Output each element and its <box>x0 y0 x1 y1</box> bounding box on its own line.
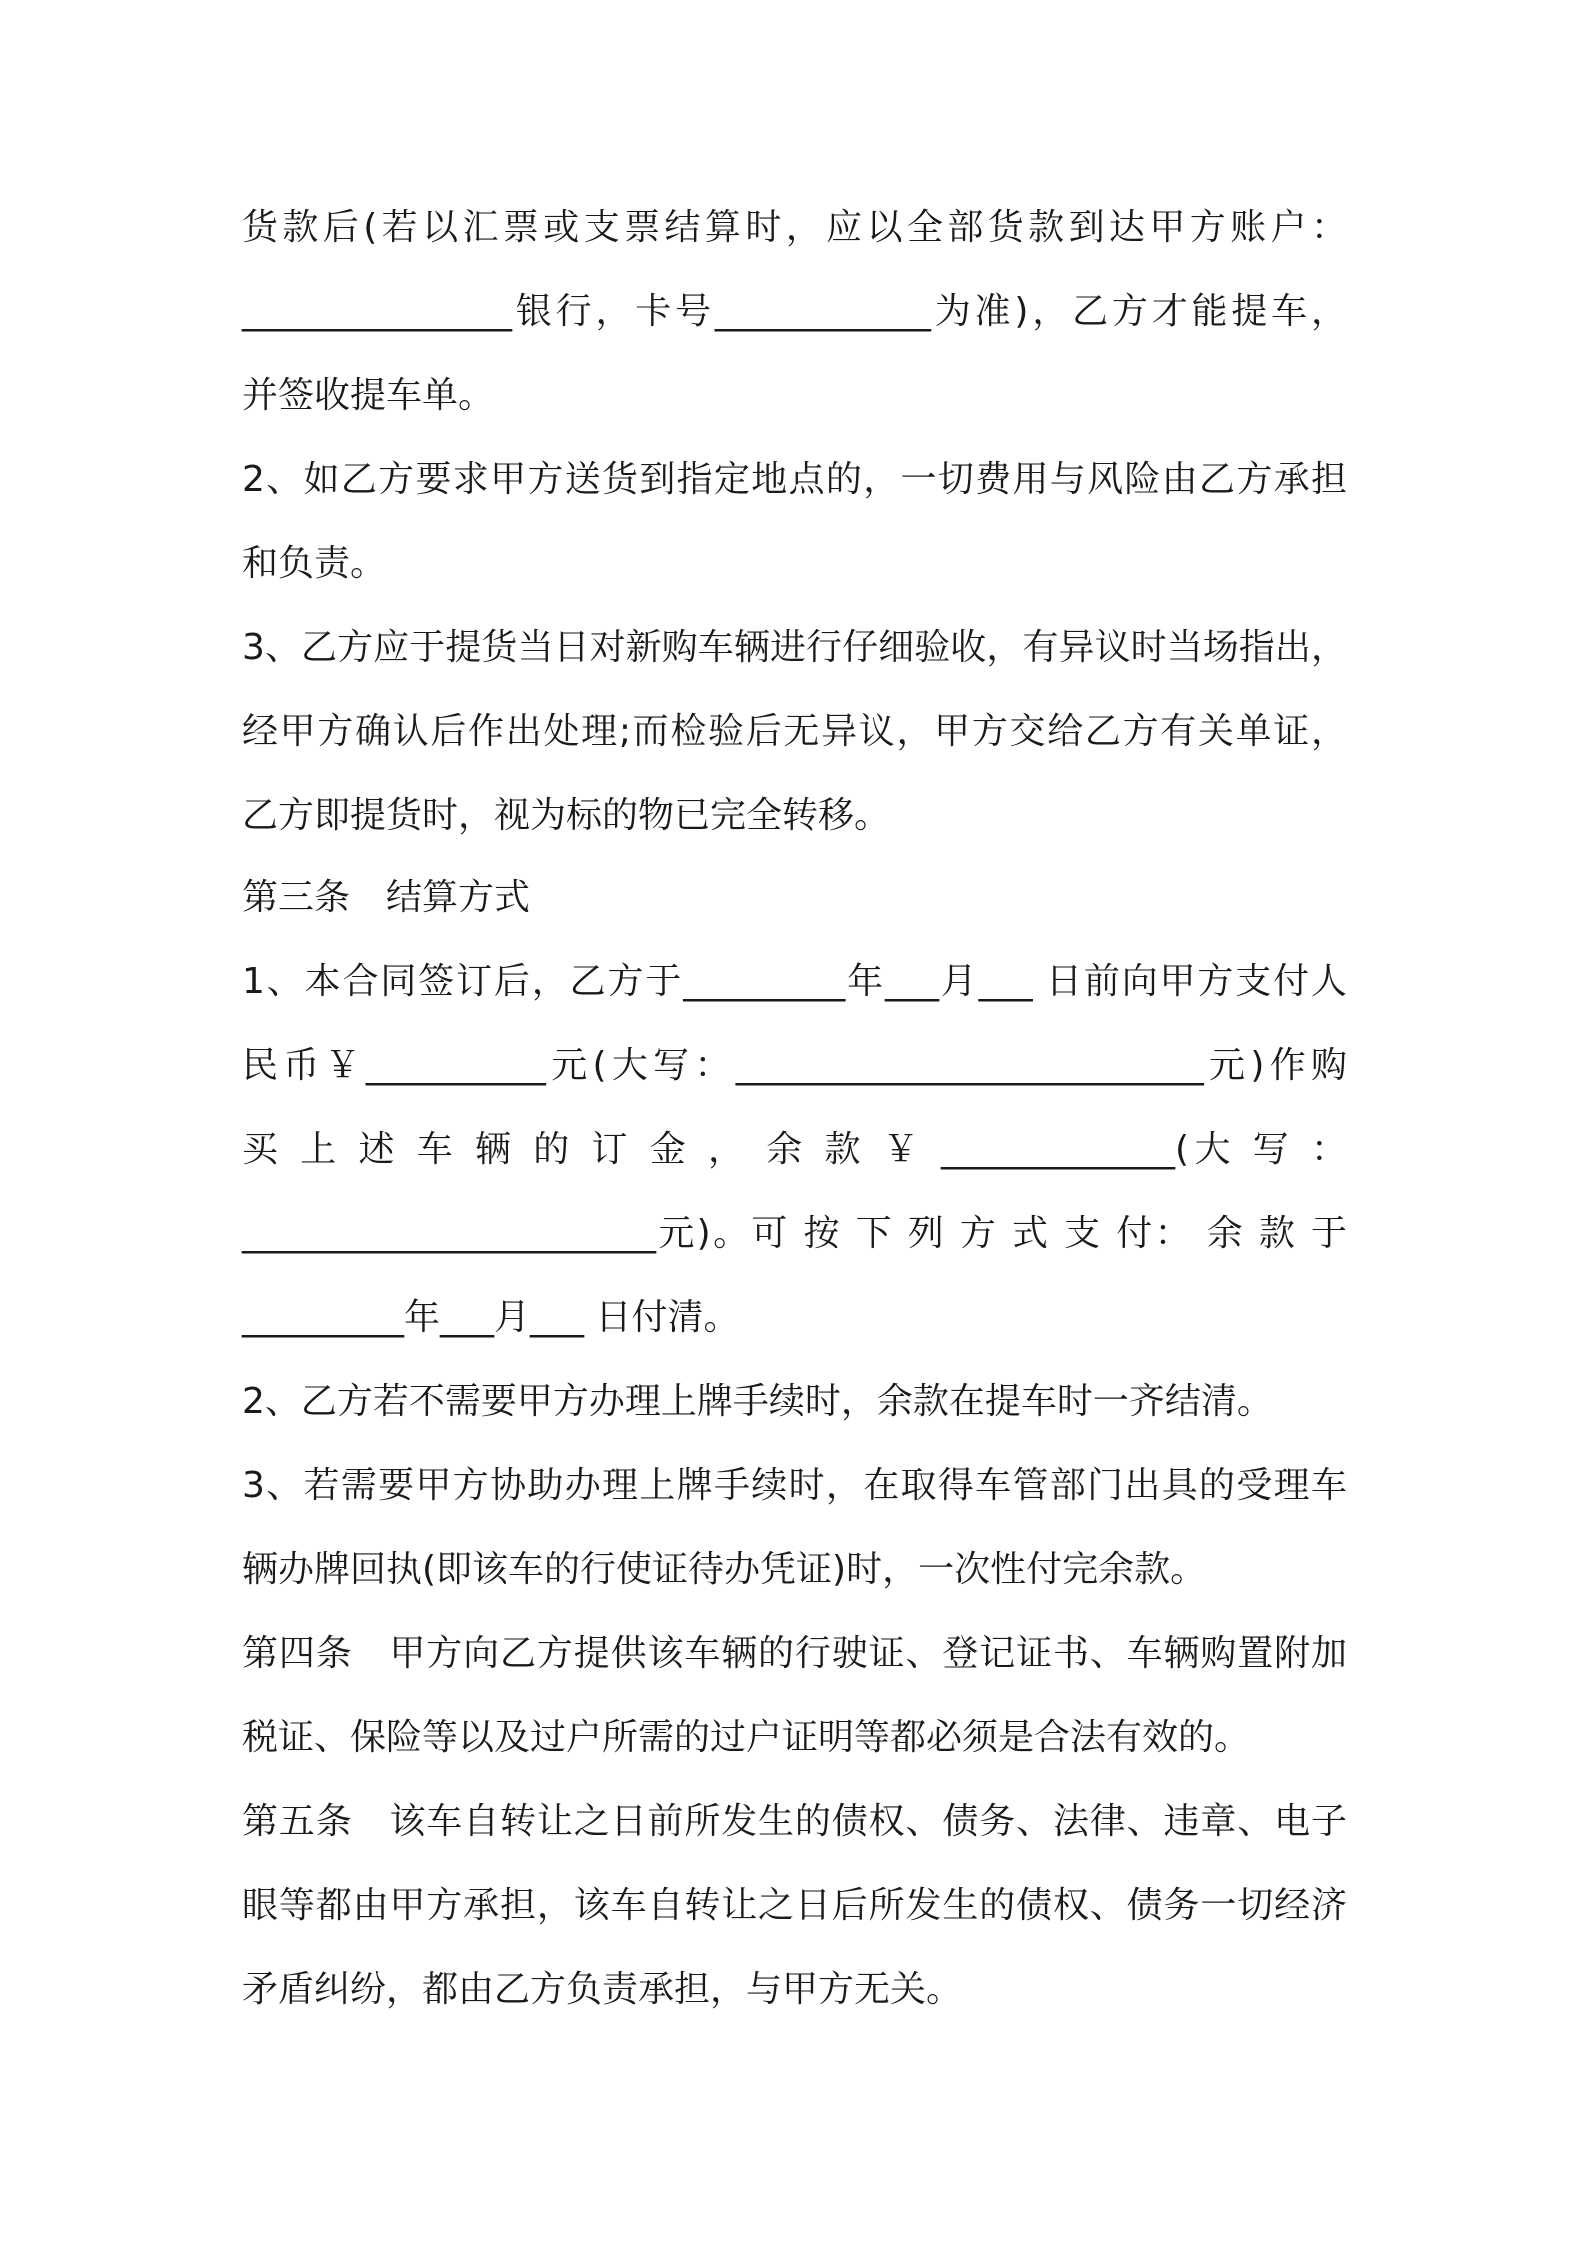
text-line: 2、如乙方要求甲方送货到指定地点的，一切费用与风险由乙方承担 <box>242 459 1347 500</box>
text-line: 辆办牌回执(即该车的行使证待办凭证)时，一次性付完余款。 <box>242 1549 1207 1590</box>
section-line: 第五条 该车自转让之日前所发生的债权、债务、法律、违章、电子 <box>242 1801 1347 1842</box>
text-line: 乙方即提货时，视为标的物已完全转移。 <box>242 795 891 836</box>
text-line: _________年___月___ 日付清。 <box>242 1297 740 1338</box>
text-line: 和负责。 <box>242 543 387 584</box>
text-line: 矛盾纠纷，都由乙方负责承担，与甲方无关。 <box>242 1969 963 2010</box>
text-line: 1、本合同签订后，乙方于_________年___月___ 日前向甲方支付人 <box>242 961 1347 1002</box>
text-line: 并签收提车单。 <box>242 375 495 416</box>
text-line: 3、若需要甲方协助办理上牌手续时，在取得车管部门出具的受理车 <box>242 1465 1347 1506</box>
text-line: 民币￥__________元(大写：__________________________元)作购 <box>242 1045 1347 1086</box>
text-line: 买 上 述 车 辆 的 订 金 ， 余 款 ￥ _____________(大 写 ： <box>242 1129 1347 1170</box>
text-line: 3、乙方应于提货当日对新购车辆进行仔细验收，有异议时当场指出， <box>242 627 1347 668</box>
section-heading: 第三条 结算方式 <box>242 877 531 918</box>
text-line: _______________________元)。可 按 下 列 方 式 支 付： 余 款 于 <box>242 1213 1347 1254</box>
text-line: 2、乙方若不需要甲方办理上牌手续时，余款在提车时一齐结清。 <box>242 1381 1273 1422</box>
text-line: 眼等都由甲方承担，该车自转让之日后所发生的债权、债务一切经济 <box>242 1885 1347 1926</box>
text-line: 货款后(若以汇票或支票结算时，应以全部货款到达甲方账户： <box>242 207 1347 248</box>
text-line: _______________银行，卡号____________为准)，乙方才能提车， <box>242 291 1347 332</box>
section-line: 第四条 甲方向乙方提供该车辆的行驶证、登记证书、车辆购置附加 <box>242 1633 1347 1674</box>
text-line: 税证、保险等以及过户所需的过户证明等都必须是合法有效的。 <box>242 1717 1251 1758</box>
text-line: 经甲方确认后作出处理;而检验后无异议，甲方交给乙方有关单证， <box>242 711 1347 752</box>
